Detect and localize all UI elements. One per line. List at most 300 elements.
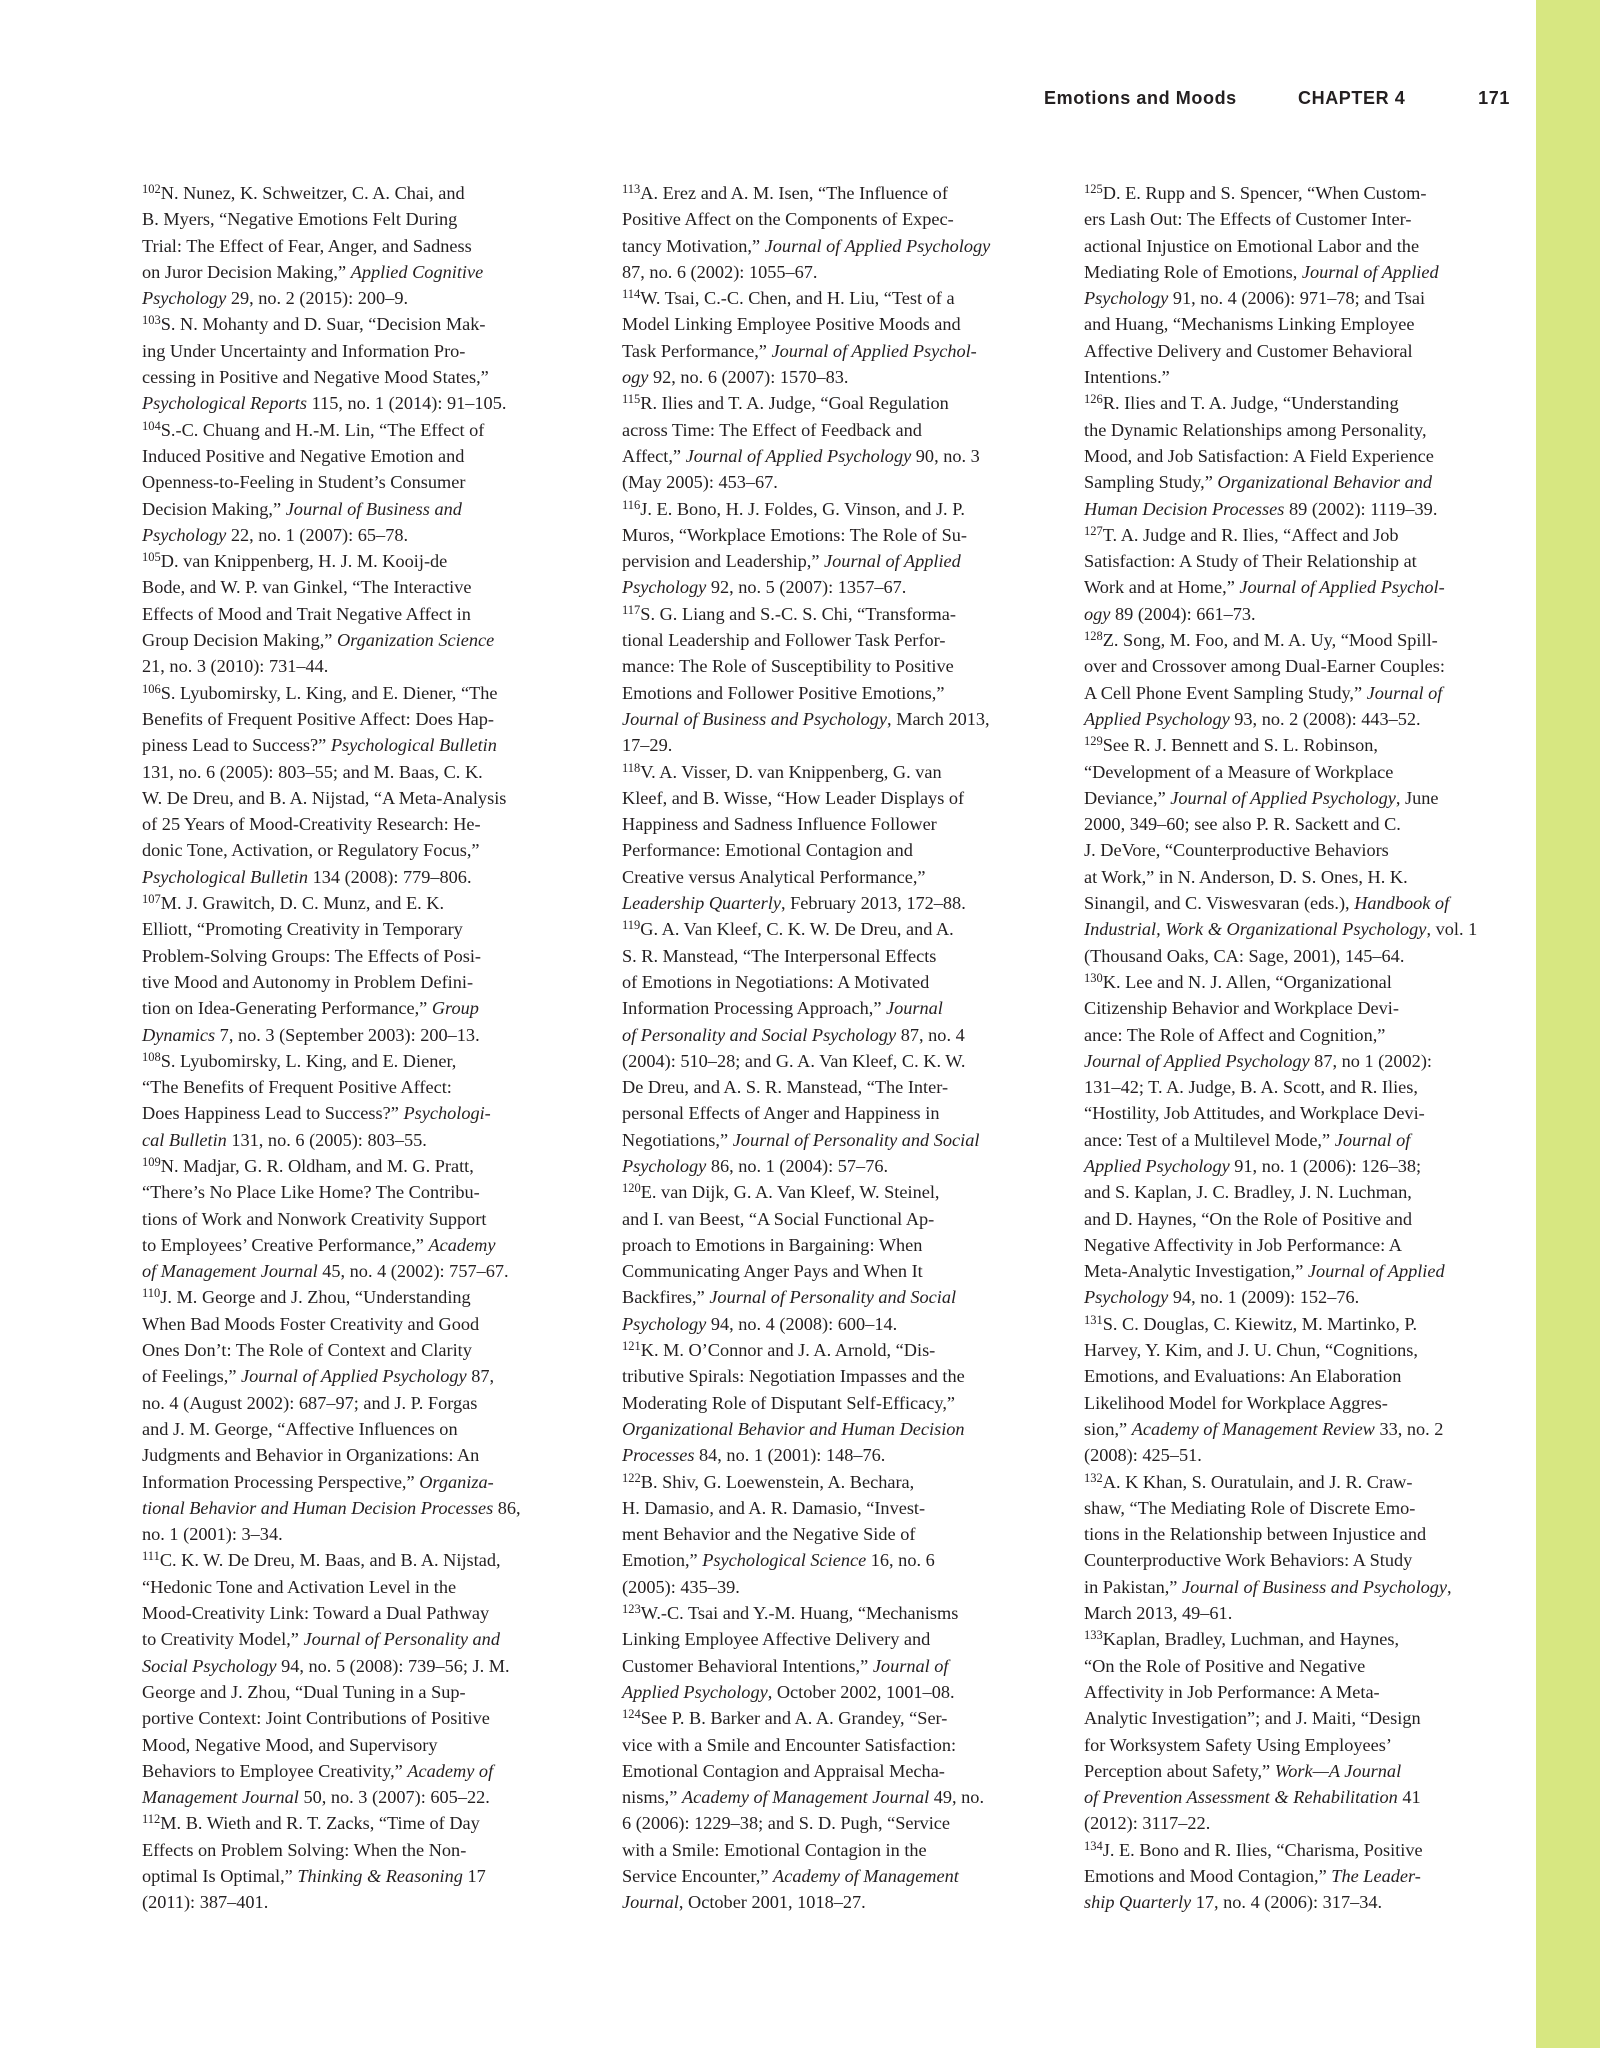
source-title: Human Decision Processes <box>1084 498 1285 519</box>
endnote <box>1084 522 1508 627</box>
citation-text: Kleef, and B. Wisse, “How Leader Displays of <box>622 787 965 808</box>
source-title: Academy of Management Journal <box>681 1787 930 1808</box>
endnote-number: 120 <box>622 1181 641 1196</box>
endnote-line <box>1084 522 1508 548</box>
endnote-line <box>142 574 566 600</box>
source-title: ship Quarterly <box>1084 1892 1192 1913</box>
citation-text: Deviance,” <box>1084 787 1171 808</box>
endnote <box>1084 1837 1508 1916</box>
source-title: tional Behavior and Human Decision Processes <box>142 1497 494 1518</box>
citation-text: S. R. Manstead, “The Interpersonal Effects <box>622 945 937 966</box>
endnote-line <box>1084 890 1508 916</box>
citation-text: , June <box>1395 787 1439 808</box>
citation-text: ance: Test of a Multilevel Mode,” <box>1084 1129 1335 1150</box>
endnote-line <box>1084 1258 1508 1284</box>
source-title: Journal of Applied <box>824 551 961 572</box>
endnote-line <box>622 1784 1046 1810</box>
citation-text: “Hedonic Tone and Activation Level in the <box>142 1576 457 1597</box>
citation-text: B. Shiv, G. Loewenstein, A. Bechara, <box>640 1471 915 1492</box>
citation-text: at Work,” in N. Anderson, D. S. Ones, H. K. <box>1084 866 1408 887</box>
endnote-line <box>142 627 566 653</box>
citation-text: personal Effects of Anger and Happiness in <box>622 1103 940 1124</box>
citation-text: “There’s No Place Like Home? The Contribu- <box>142 1182 480 1203</box>
endnote-line <box>142 1258 566 1284</box>
endnote-line <box>622 969 1046 995</box>
endnote-line <box>142 259 566 285</box>
citation-text: D. van Knippenberg, H. J. M. Kooij-de <box>160 551 448 572</box>
endnote <box>622 390 1046 495</box>
endnote-line <box>142 338 566 364</box>
endnote-line <box>622 864 1046 890</box>
endnote-line <box>622 1022 1046 1048</box>
endnote-line <box>142 680 566 706</box>
citation-text: S. C. Douglas, C. Kiewitz, M. Martinko, P. <box>1102 1313 1418 1334</box>
citation-text: See P. B. Barker and A. A. Grandey, “Ser- <box>640 1708 948 1729</box>
endnote-line <box>1084 1574 1508 1600</box>
citation-text: Analytic Investigation”; and J. Maiti, “Design <box>1084 1708 1421 1729</box>
endnote-line <box>1084 1732 1508 1758</box>
source-title: Work—A Journal <box>1274 1760 1402 1781</box>
citation-text: 17–29. <box>622 735 673 756</box>
endnote <box>1084 732 1508 969</box>
citation-text: ers Lash Out: The Effects of Customer Inter- <box>1084 209 1412 230</box>
citation-text: Behaviors to Employee Creativity,” <box>142 1760 408 1781</box>
endnote <box>142 890 566 1048</box>
endnote-number: 132 <box>1084 1470 1103 1485</box>
endnote-line <box>622 1469 1046 1495</box>
endnote-number: 123 <box>622 1602 641 1617</box>
citation-text: 94, no. 1 (2009): 152–76. <box>1168 1287 1360 1308</box>
endnote-line <box>622 1495 1046 1521</box>
source-title: Applied Psychology <box>622 1681 768 1702</box>
endnote-line <box>622 1705 1046 1731</box>
endnote-line <box>1084 1363 1508 1389</box>
source-title: Psychological Bulletin <box>330 735 497 756</box>
endnote-line <box>622 1337 1046 1363</box>
endnote-line <box>622 390 1046 416</box>
citation-text: Service Encounter,” <box>622 1866 774 1886</box>
endnote-line <box>1084 206 1508 232</box>
citation-text: over and Crossover among Dual-Earner Couples: <box>1084 656 1445 677</box>
endnote-line <box>1084 1784 1508 1810</box>
citation-text: 90, no. 3 <box>911 445 980 466</box>
citation-text: 17, no. 4 (2006): 317–34. <box>1191 1892 1383 1913</box>
citation-text: Mood-Creativity Link: Toward a Dual Pathway <box>142 1603 490 1624</box>
source-title: Handbook of <box>1354 893 1450 914</box>
citation-text: M. J. Grawitch, D. C. Munz, and E. K. <box>160 893 445 914</box>
citation-text: Z. Song, M. Foo, and M. A. Uy, “Mood Spill- <box>1102 630 1438 651</box>
endnote-line <box>1084 759 1508 785</box>
endnote-number: 116 <box>622 497 641 512</box>
endnote-number: 108 <box>142 1049 161 1064</box>
source-title: Applied Psychology <box>1084 1155 1230 1176</box>
citation-text: optimal Is Optimal,” <box>142 1866 298 1886</box>
citation-text: K. M. O’Connor and J. A. Arnold, “Dis- <box>640 1340 936 1361</box>
source-title: Journal <box>622 1892 679 1913</box>
endnote-line <box>622 811 1046 837</box>
citation-text: 22, no. 1 (2007): 65–78. <box>226 524 409 545</box>
endnote-line <box>622 943 1046 969</box>
citation-text: Trial: The Effect of Fear, Anger, and Sadness <box>142 235 472 256</box>
endnote <box>622 916 1046 1179</box>
endnote-line <box>622 1653 1046 1679</box>
endnote-line <box>622 1758 1046 1784</box>
citation-text: S. Lyubomirsky, L. King, and E. Diener, <box>160 1050 457 1071</box>
endnote <box>622 601 1046 759</box>
endnote-line <box>622 469 1046 495</box>
endnote <box>1084 627 1508 732</box>
source-title: ogy <box>622 367 649 388</box>
endnote-line <box>1084 338 1508 364</box>
endnote-line <box>142 1889 566 1915</box>
endnote-line <box>622 574 1046 600</box>
citation-text: of 25 Years of Mood-Creativity Research: He- <box>142 814 481 835</box>
endnote-line <box>142 1705 566 1731</box>
endnote-line <box>1084 1232 1508 1258</box>
endnote-line <box>142 969 566 995</box>
citation-text: 87, no 1 (2002): <box>1309 1050 1432 1071</box>
endnote-line <box>142 785 566 811</box>
citation-text: Judgments and Behavior in Organizations: An <box>142 1445 480 1466</box>
endnote <box>142 1048 566 1153</box>
endnote-line <box>142 811 566 837</box>
endnote-line <box>142 1679 566 1705</box>
endnote-line <box>1084 1284 1508 1310</box>
endnote-line <box>142 206 566 232</box>
citation-text: “Hostility, Job Attitudes, and Workplace Devi- <box>1084 1103 1425 1124</box>
endnote-line <box>142 1100 566 1126</box>
source-title: of Personality and Social Psychology <box>622 1024 897 1045</box>
citation-text: H. Damasio, and A. R. Damasio, “Invest- <box>622 1497 926 1518</box>
citation-text: tributive Spirals: Negotiation Impasses and the <box>622 1366 965 1387</box>
citation-text: J. E. Bono and R. Ilies, “Charisma, Positive <box>1102 1839 1423 1860</box>
citation-text: Emotions, and Evaluations: An Elaboration <box>1084 1366 1402 1387</box>
citation-text: 7, no. 3 (September 2003): 200–13. <box>215 1024 480 1045</box>
endnote-line <box>1084 233 1508 259</box>
endnote-number: 125 <box>1084 182 1103 196</box>
source-title: Journal of Business and Psychology <box>1182 1576 1448 1597</box>
endnote-line <box>622 1363 1046 1389</box>
endnote-line <box>1084 1022 1508 1048</box>
endnote-line <box>142 1311 566 1337</box>
citation-text: Meta-Analytic Investigation,” <box>1084 1261 1308 1282</box>
endnote-line <box>1084 417 1508 443</box>
endnote-line <box>1084 916 1508 942</box>
citation-text: , October 2002, 1001–08. <box>767 1681 955 1702</box>
citation-text: tancy Motivation,” <box>622 235 765 256</box>
endnote-line <box>622 259 1046 285</box>
endnote-line <box>1084 548 1508 574</box>
citation-text: Task Performance,” <box>622 340 772 361</box>
source-title: Journal of Personality and <box>303 1629 500 1650</box>
citation-text: Affectivity in Job Performance: A Meta- <box>1084 1681 1380 1702</box>
source-title: Psychology <box>142 288 227 309</box>
endnote-line <box>1084 311 1508 337</box>
endnote-line <box>622 522 1046 548</box>
citation-text: piness Lead to Success?” <box>142 735 331 756</box>
citation-text: Communicating Anger Pays and When It <box>622 1261 923 1282</box>
endnote-line <box>1084 1758 1508 1784</box>
citation-text: tional Leadership and Follower Task Perfor- <box>622 630 946 651</box>
citation-text: Decision Making,” <box>142 498 286 519</box>
endnote-line <box>142 1758 566 1784</box>
endnote-number: 104 <box>142 418 161 433</box>
citation-text: R. Ilies and T. A. Judge, “Goal Regulation <box>640 393 949 414</box>
endnote-line <box>142 1074 566 1100</box>
citation-text: “Development of a Measure of Workplace <box>1084 761 1394 782</box>
source-title: Processes <box>622 1445 695 1466</box>
citation-text: in Pakistan,” <box>1084 1576 1182 1597</box>
source-title: Journal of Applied <box>1307 1261 1445 1282</box>
endnote-line <box>142 1547 566 1573</box>
source-title: Psychology <box>142 524 227 545</box>
endnote-line <box>142 890 566 916</box>
source-title: cal Bulletin <box>142 1129 227 1150</box>
source-title: Journal of Personality and Social <box>732 1129 980 1150</box>
citation-text: Moderating Role of Disputant Self-Efficacy,” <box>622 1392 956 1413</box>
endnote-number: 114 <box>622 287 641 302</box>
citation-text: J. M. George and J. Zhou, “Understanding <box>160 1287 471 1308</box>
notes-column-3 <box>1084 180 1508 1916</box>
source-title: Journal of Applied Psychology <box>1084 1050 1310 1071</box>
citation-text: and S. Kaplan, J. C. Bradley, J. N. Luchman, <box>1084 1182 1412 1203</box>
citation-text: 91, no. 4 (2006): 971–78; and Tsai <box>1168 288 1426 309</box>
source-title: Psychology <box>622 1155 707 1176</box>
citation-text: cessing in Positive and Negative Mood States,” <box>142 367 489 388</box>
endnote-line <box>142 1416 566 1442</box>
endnote-line <box>622 1153 1046 1179</box>
endnote-line <box>142 1495 566 1521</box>
endnote-line <box>622 1626 1046 1652</box>
citation-text: Perception about Safety,” <box>1084 1760 1275 1781</box>
endnote-line <box>622 1284 1046 1310</box>
endnote <box>142 1153 566 1284</box>
citation-text: Bode, and W. P. van Ginkel, “The Interactive <box>142 577 472 598</box>
citation-text: 16, no. 6 <box>866 1550 935 1571</box>
citation-text: 2000, 349–60; see also P. R. Sackett and C. <box>1084 814 1401 835</box>
endnote-line <box>622 1837 1046 1863</box>
endnote-line <box>622 680 1046 706</box>
citation-text: no. 4 (August 2002): 687–97; and J. P. Forgas <box>142 1392 478 1413</box>
endnote-line <box>622 601 1046 627</box>
citation-text: J. E. Bono, H. J. Foldes, G. Vinson, and J. P. <box>640 498 965 519</box>
citation-text: and D. Haynes, “On the Role of Positive and <box>1084 1208 1412 1229</box>
endnote-line <box>1084 1390 1508 1416</box>
endnote-number: 126 <box>1084 392 1103 407</box>
endnote-line <box>1084 1547 1508 1573</box>
endnote-line <box>622 548 1046 574</box>
citation-text: Harvey, Y. Kim, and J. U. Chun, “Cognitions, <box>1084 1340 1418 1361</box>
endnote-number: 124 <box>622 1707 641 1722</box>
endnote-line <box>622 1179 1046 1205</box>
citation-text: B. Myers, “Negative Emotions Felt During <box>142 209 458 230</box>
citation-text: 131, no. 6 (2005): 803–55; and M. Baas, C. K. <box>142 761 483 782</box>
citation-text: donic Tone, Activation, or Regulatory Focus,” <box>142 840 480 861</box>
endnote-line <box>1084 1679 1508 1705</box>
endnote-line <box>142 233 566 259</box>
endnote-line <box>1084 653 1508 679</box>
source-title: Journal of <box>1334 1129 1411 1150</box>
citation-text: A. K Khan, S. Ouratulain, and J. R. Craw- <box>1102 1471 1413 1492</box>
citation-text: J. DeVore, “Counterproductive Behaviors <box>1084 840 1389 861</box>
endnote-line <box>622 995 1046 1021</box>
endnote-line <box>142 522 566 548</box>
endnote-line <box>622 285 1046 311</box>
endnote <box>142 1547 566 1810</box>
source-title: Psychology <box>622 1313 707 1334</box>
citation-text: Happiness and Sadness Influence Follower <box>622 814 937 835</box>
endnote-number: 105 <box>142 550 161 565</box>
citation-text: 86, no. 1 (2004): 57–76. <box>706 1155 889 1176</box>
citation-text: Information Processing Approach,” <box>622 998 886 1019</box>
endnote-line <box>142 1048 566 1074</box>
citation-text: proach to Emotions in Bargaining: When <box>622 1234 923 1255</box>
citation-text: 33, no. 2 <box>1374 1418 1444 1439</box>
citation-text: W. Tsai, C.-C. Chen, and H. Liu, “Test of a <box>640 288 955 309</box>
citation-text: Elliott, “Promoting Creativity in Temporary <box>142 919 463 940</box>
endnote-line <box>1084 443 1508 469</box>
source-title: Journal of Applied Psychology <box>1170 787 1396 808</box>
citation-text: Problem-Solving Groups: The Effects of Posi- <box>142 945 482 966</box>
notes-column-1 <box>142 180 566 1916</box>
citation-text: 41 <box>1397 1787 1421 1808</box>
citation-text: Information Processing Perspective,” <box>142 1471 420 1492</box>
notes-column-2 <box>622 180 1046 1916</box>
source-title: Organizational Behavior and <box>1217 472 1433 493</box>
endnote <box>622 1337 1046 1468</box>
endnote-line <box>622 417 1046 443</box>
citation-text: 131, no. 6 (2005): 803–55. <box>226 1129 427 1150</box>
citation-text: tive Mood and Autonomy in Problem Defini- <box>142 971 474 992</box>
endnote-line <box>142 311 566 337</box>
citation-text: Linking Employee Affective Delivery and <box>622 1629 931 1650</box>
endnote <box>1084 1626 1508 1836</box>
endnote-line <box>142 1837 566 1863</box>
endnote-line <box>622 1258 1046 1284</box>
source-title: Academy <box>428 1234 496 1255</box>
endnote-line <box>1084 1100 1508 1126</box>
endnote-number: 106 <box>142 681 161 696</box>
endnote-line <box>622 1127 1046 1153</box>
citation-text: K. Lee and N. J. Allen, “Organizational <box>1102 971 1392 992</box>
endnote-line <box>622 1600 1046 1626</box>
source-title: Applied Cognitive <box>350 261 484 282</box>
citation-text: 87, no. 4 <box>896 1024 965 1045</box>
endnote-line <box>1084 1626 1508 1652</box>
source-title: Leadership Quarterly <box>622 893 781 914</box>
source-title: Organizational Behavior and Human Decision <box>622 1418 965 1439</box>
source-title: Journal of Applied Psychol- <box>1239 577 1445 598</box>
endnote <box>622 759 1046 917</box>
endnote-number: 117 <box>622 602 641 617</box>
endnote-line <box>142 943 566 969</box>
citation-text: 92, no. 5 (2007): 1357–67. <box>706 577 907 598</box>
source-title: Group <box>431 998 479 1019</box>
endnote-line <box>142 706 566 732</box>
endnote-line <box>622 1810 1046 1836</box>
endnote-line <box>1084 1495 1508 1521</box>
citation-text: 21, no. 3 (2010): 731–44. <box>142 656 329 677</box>
endnote-line <box>1084 1416 1508 1442</box>
endnote-line <box>622 1206 1046 1232</box>
endnote-number: 119 <box>622 918 641 933</box>
chapter-label: CHAPTER 4 <box>1298 88 1406 108</box>
citation-text: When Bad Moods Foster Creativity and Good <box>142 1313 480 1334</box>
citation-text: of Emotions in Negotiations: A Motivated <box>622 971 930 992</box>
endnote <box>142 1284 566 1547</box>
endnote-line <box>142 916 566 942</box>
citation-text: Counterproductive Work Behaviors: A Study <box>1084 1550 1413 1571</box>
citation-text: Induced Positive and Negative Emotion and <box>142 445 465 466</box>
endnote <box>1084 180 1508 390</box>
endnote-line <box>1084 574 1508 600</box>
citation-text: Backfires,” <box>622 1287 710 1308</box>
citation-text: and I. van Beest, “A Social Functional Ap- <box>622 1208 935 1229</box>
endnote-line <box>622 1390 1046 1416</box>
citation-text: portive Context: Joint Contributions of Positive <box>142 1708 490 1729</box>
endnote-line <box>1084 496 1508 522</box>
citation-text: 86, <box>493 1497 521 1518</box>
citation-text: N. Madjar, G. R. Oldham, and M. G. Pratt, <box>160 1155 474 1176</box>
endnote-line <box>142 759 566 785</box>
endnote-line <box>142 1574 566 1600</box>
endnote <box>622 1179 1046 1337</box>
source-title: Academy of <box>407 1760 494 1781</box>
source-title: Psychology <box>1084 1287 1169 1308</box>
citation-text: 87, no. 6 (2002): 1055–67. <box>622 261 818 282</box>
endnote-line <box>622 233 1046 259</box>
endnote-number: 109 <box>142 1154 161 1169</box>
citation-text: R. Ilies and T. A. Judge, “Understanding <box>1102 393 1399 414</box>
citation-text: 131–42; T. A. Judge, B. A. Scott, and R. Ilies, <box>1084 1077 1418 1098</box>
citation-text: to Employees’ Creative Performance,” <box>142 1234 429 1255</box>
endnote <box>142 1810 566 1915</box>
endnote-line <box>142 837 566 863</box>
endnote-line <box>622 1732 1046 1758</box>
citation-text: , <box>1447 1576 1452 1597</box>
endnote-line <box>1084 969 1508 995</box>
citation-text: (2004): 510–28; and G. A. Van Kleef, C. K. W. <box>622 1050 966 1071</box>
citation-text: Model Linking Employee Positive Moods and <box>622 314 961 335</box>
endnote-line <box>1084 1074 1508 1100</box>
source-title: of Prevention Assessment & Rehabilitation <box>1084 1787 1398 1808</box>
citation-text: , February 2013, 172–88. <box>780 893 966 914</box>
endnote-line <box>1084 390 1508 416</box>
citation-text: V. A. Visser, D. van Knippenberg, G. van <box>640 761 942 782</box>
endnote <box>622 496 1046 601</box>
source-title: ogy <box>1084 603 1111 624</box>
citation-text: (May 2005): 453–67. <box>622 472 778 493</box>
citation-text: 93, no. 2 (2008): 443–52. <box>1229 708 1421 729</box>
citation-text: and J. M. George, “Affective Influences on <box>142 1418 458 1439</box>
endnote-line <box>1084 785 1508 811</box>
endnote-line <box>1084 259 1508 285</box>
citation-text: Openness-to-Feeling in Student’s Consumer <box>142 472 466 493</box>
citation-text: Affect,” <box>622 445 686 466</box>
endnote-line <box>1084 706 1508 732</box>
citation-text: 115, no. 1 (2014): 91–105. <box>307 393 507 414</box>
citation-text: Emotions and Follower Positive Emotions,” <box>622 682 945 703</box>
endnote-line <box>622 732 1046 758</box>
endnote-number: 121 <box>622 1339 641 1354</box>
citation-text: tion on Idea-Generating Performance,” <box>142 998 432 1019</box>
citation-text: 89 (2004): 661–73. <box>1110 603 1256 624</box>
citation-text: Likelihood Model for Workplace Aggres- <box>1084 1392 1388 1413</box>
endnote-line <box>1084 180 1508 206</box>
citation-text: Work and at Home,” <box>1084 577 1240 598</box>
citation-text: mance: The Role of Susceptibility to Positive <box>622 656 954 677</box>
citation-text: Emotion,” <box>622 1550 703 1571</box>
